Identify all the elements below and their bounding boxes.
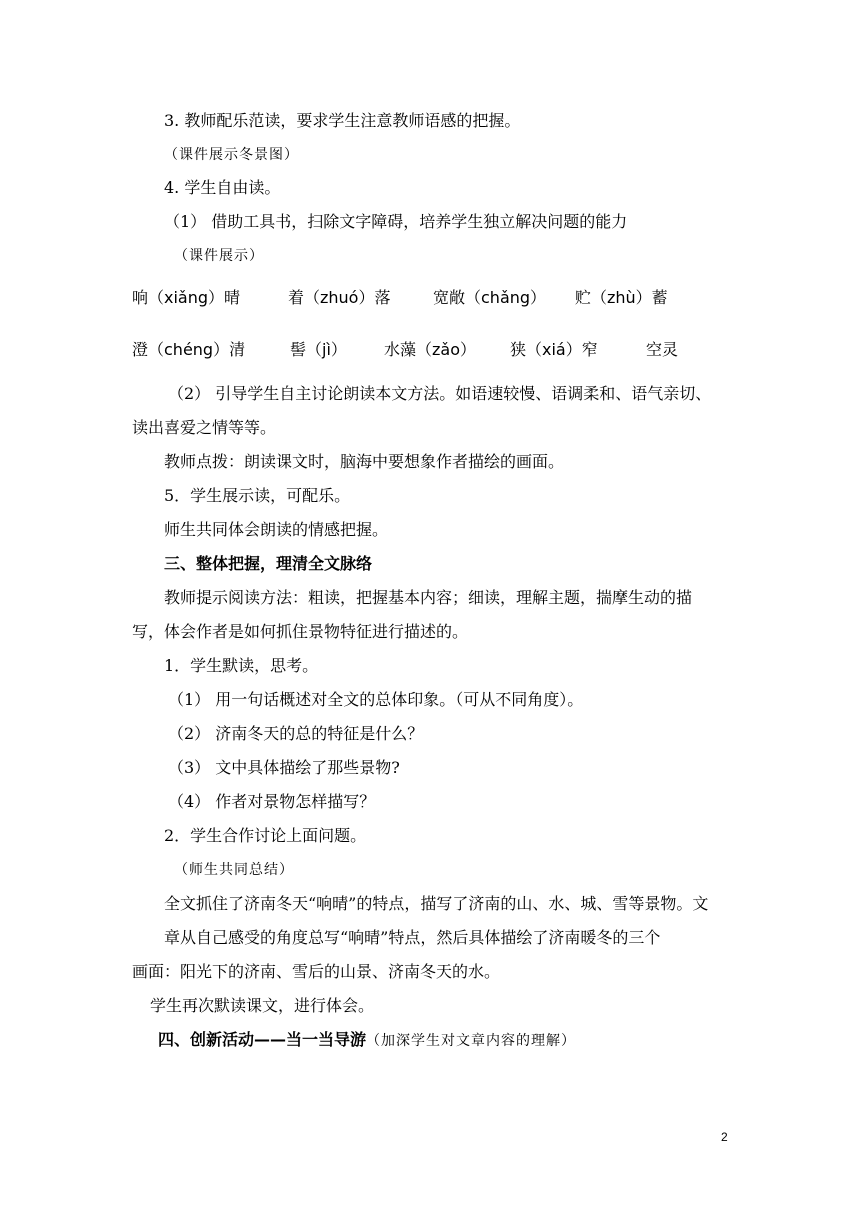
para-line: 2．学生合作讨论上面问题。 — [164, 826, 367, 845]
vocab-item: 着（zhuó）落 — [288, 288, 391, 307]
page-number: 2 — [721, 1130, 728, 1144]
para-line: 教师点拨：朗读课文时，脑海中要想象作者描绘的画面。 — [164, 452, 565, 471]
para-line: 学生再次默读课文，进行体会。 — [150, 996, 375, 1015]
para-line: （课件展示冬景图） — [164, 147, 299, 163]
para-line: 画面：阳光下的济南、雪后的山景、济南冬天的水。 — [132, 962, 501, 981]
para-line: 读出喜爱之情等等。 — [132, 418, 277, 437]
para-line: （4） 作者对景物怎样描写？ — [168, 792, 376, 811]
vocab-item: 狭（xiá）窄 — [510, 340, 598, 359]
para-line: （2） 济南冬天的总的特征是什么？ — [168, 724, 424, 743]
section-heading-note: （加深学生对文章内容的理解） — [366, 1033, 577, 1049]
vocab-item: 宽敞（chǎng） — [433, 288, 547, 307]
para-line: 章从自己感受的角度总写“响晴”特点，然后具体描绘了济南暖冬的三个 — [164, 928, 661, 947]
section-heading: 四、创新活动——当一当导游 — [158, 1030, 367, 1049]
para-line: 4. 学生自由读。 — [164, 178, 281, 197]
vocab-row — [0, 339, 860, 361]
section-heading-row — [158, 1029, 576, 1052]
para-line: 教师提示阅读方法：粗读，把握基本内容；细读，理解主题，揣摩生动的描 — [164, 588, 693, 607]
para-line: （1） 借助工具书，扫除文字障碍，培养学生独立解决问题的能力 — [164, 212, 628, 231]
para-line: （师生共同总结） — [174, 862, 294, 878]
para-line: （课件展示） — [174, 248, 264, 264]
para-line: （3） 文中具体描绘了那些景物? — [168, 758, 400, 777]
para-line: 师生共同体会朗读的情感把握。 — [164, 520, 389, 539]
para-line: 3. 教师配乐范读，要求学生注意教师语感的把握。 — [164, 111, 521, 130]
vocab-item: 响（xiǎng）晴 — [132, 288, 241, 307]
para-line: （2） 引导学生自主讨论朗读本文方法。如语速较慢、语调柔和、语气亲切、 — [168, 384, 712, 403]
vocab-row — [0, 287, 860, 309]
para-line: （1） 用一句话概述对全文的总体印象。（可从不同角度）。 — [168, 690, 584, 709]
vocab-item: 澄（chéng）清 — [132, 340, 246, 359]
vocab-item: 髻（jì） — [290, 340, 347, 359]
para-line: 全文抓住了济南冬天“响晴”的特点，描写了济南的山、水、城、雪等景物。文 — [164, 894, 709, 913]
para-line: 写，体会作者是如何抓住景物特征进行描述的。 — [132, 622, 469, 641]
vocab-item: 贮（zhù）蓄 — [575, 288, 668, 307]
section-heading: 三、整体把握，理清全文脉络 — [164, 554, 373, 573]
para-line: 5．学生展示读，可配乐。 — [164, 486, 351, 505]
vocab-item: 空灵 — [646, 340, 679, 359]
para-line: 1．学生默读，思考。 — [164, 656, 319, 675]
vocab-item: 水藻（zǎo） — [384, 340, 476, 359]
